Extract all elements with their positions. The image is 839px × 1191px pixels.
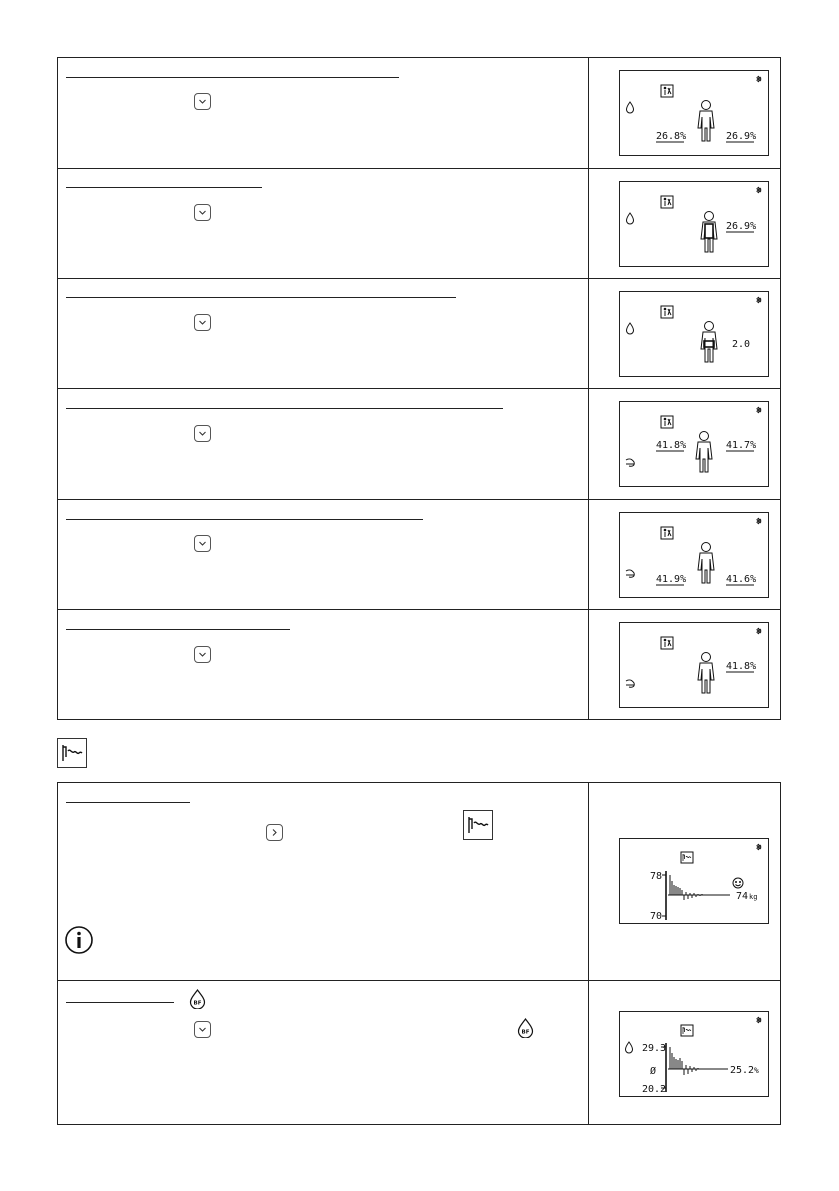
graph-average-symbol: Ø — [650, 1066, 657, 1077]
body-composition-icon — [661, 306, 673, 318]
heading-redacted — [66, 802, 190, 803]
muscle-icon — [626, 570, 634, 577]
heading-redacted — [66, 1002, 174, 1003]
bluetooth-icon — [757, 187, 762, 193]
body-fat-badge-label: BF — [193, 1000, 202, 1007]
table-row — [58, 168, 780, 278]
graph-trend-icon — [681, 852, 693, 863]
table-row — [58, 58, 780, 168]
heading-redacted — [66, 408, 503, 409]
display-screen — [619, 291, 769, 377]
heading-redacted — [66, 519, 423, 520]
water-drop-icon — [627, 213, 634, 224]
body-fat-badge-label: BF — [521, 1029, 530, 1036]
display-screen — [619, 70, 769, 156]
muscle-icon — [626, 459, 634, 466]
graph-y-min: 20.2 — [642, 1084, 667, 1095]
heading-redacted — [66, 629, 290, 630]
bluetooth-icon — [757, 76, 762, 82]
right-key-button[interactable] — [266, 824, 283, 841]
graph-trend-icon — [57, 738, 87, 768]
heading-redacted — [66, 77, 399, 78]
right-segment-value: 26.9% — [726, 131, 757, 142]
down-key-button[interactable] — [194, 204, 211, 221]
left-segment-value: 41.9% — [656, 574, 687, 585]
chevron-down-icon — [198, 1025, 207, 1034]
down-key-button[interactable] — [194, 535, 211, 552]
chevron-down-icon — [198, 318, 207, 327]
left-segment-value: 41.8% — [656, 440, 687, 451]
heading-redacted — [66, 187, 262, 188]
down-key-button[interactable] — [194, 646, 211, 663]
right-segment-value: 41.7% — [726, 440, 757, 451]
bluetooth-icon — [757, 1017, 762, 1023]
table-row — [58, 783, 780, 980]
body-figure — [701, 322, 717, 363]
body-figure — [698, 101, 714, 142]
bodyfat-unit: % — [754, 1066, 759, 1075]
weight-unit: kg — [749, 893, 758, 901]
chevron-down-icon — [198, 97, 207, 106]
chevron-down-icon — [198, 429, 207, 438]
body-composition-icon — [661, 637, 673, 649]
info-icon — [64, 925, 94, 959]
bluetooth-icon — [757, 518, 762, 524]
display-screen — [619, 181, 769, 267]
body-fat-icon — [189, 989, 206, 1013]
smiley-icon — [733, 878, 743, 888]
display-screen — [619, 512, 769, 598]
bodyfat-history-bars — [670, 1047, 698, 1075]
body-figure — [698, 543, 714, 584]
table-row — [58, 499, 780, 609]
display-screen — [619, 401, 769, 487]
table-row — [58, 609, 780, 719]
trunk-segment-value: 26.9% — [726, 221, 757, 232]
table-row — [58, 980, 780, 1125]
bluetooth-icon — [757, 407, 762, 413]
body-composition-icon — [661, 196, 673, 208]
chevron-right-icon — [270, 828, 279, 837]
visceral-fat-value: 2.0 — [732, 339, 751, 350]
graph-trend-icon — [463, 810, 493, 840]
table-row — [58, 278, 780, 388]
bluetooth-icon — [757, 844, 762, 850]
body-composition-icon — [661, 85, 673, 97]
display-screen — [619, 1011, 769, 1097]
down-key-button[interactable] — [194, 93, 211, 110]
bluetooth-icon — [757, 628, 762, 634]
down-key-button[interactable] — [194, 1021, 211, 1038]
table-row — [58, 388, 780, 499]
body-composition-icon — [661, 416, 673, 428]
water-drop-icon — [627, 323, 634, 334]
graph-table — [57, 782, 781, 1125]
body-figure — [696, 432, 712, 473]
down-key-button[interactable] — [194, 314, 211, 331]
graph-y-max: 78 — [650, 871, 663, 882]
trunk-segment-value: 41.8% — [726, 661, 757, 672]
body-composition-icon — [661, 527, 673, 539]
chevron-down-icon — [198, 539, 207, 548]
left-segment-value: 26.8% — [656, 131, 687, 142]
weight-history-bars — [670, 875, 702, 900]
water-drop-icon — [626, 1042, 633, 1053]
current-weight-value: 74 — [736, 891, 749, 902]
right-segment-value: 41.6% — [726, 574, 757, 585]
water-drop-icon — [627, 102, 634, 113]
graph-y-min: 70 — [650, 911, 663, 922]
body-fat-icon — [517, 1018, 534, 1042]
body-figure — [698, 653, 714, 694]
segment-table — [57, 57, 781, 720]
muscle-icon — [626, 680, 634, 687]
chevron-down-icon — [198, 650, 207, 659]
graph-trend-icon — [681, 1025, 693, 1036]
chevron-down-icon — [198, 208, 207, 217]
body-figure — [701, 212, 717, 253]
display-screen — [619, 838, 769, 924]
heading-redacted — [66, 297, 456, 298]
graph-y-max: 29.3 — [642, 1043, 667, 1054]
display-screen — [619, 622, 769, 708]
bluetooth-icon — [757, 297, 762, 303]
current-bodyfat-value: 25.2 — [730, 1065, 755, 1076]
down-key-button[interactable] — [194, 425, 211, 442]
